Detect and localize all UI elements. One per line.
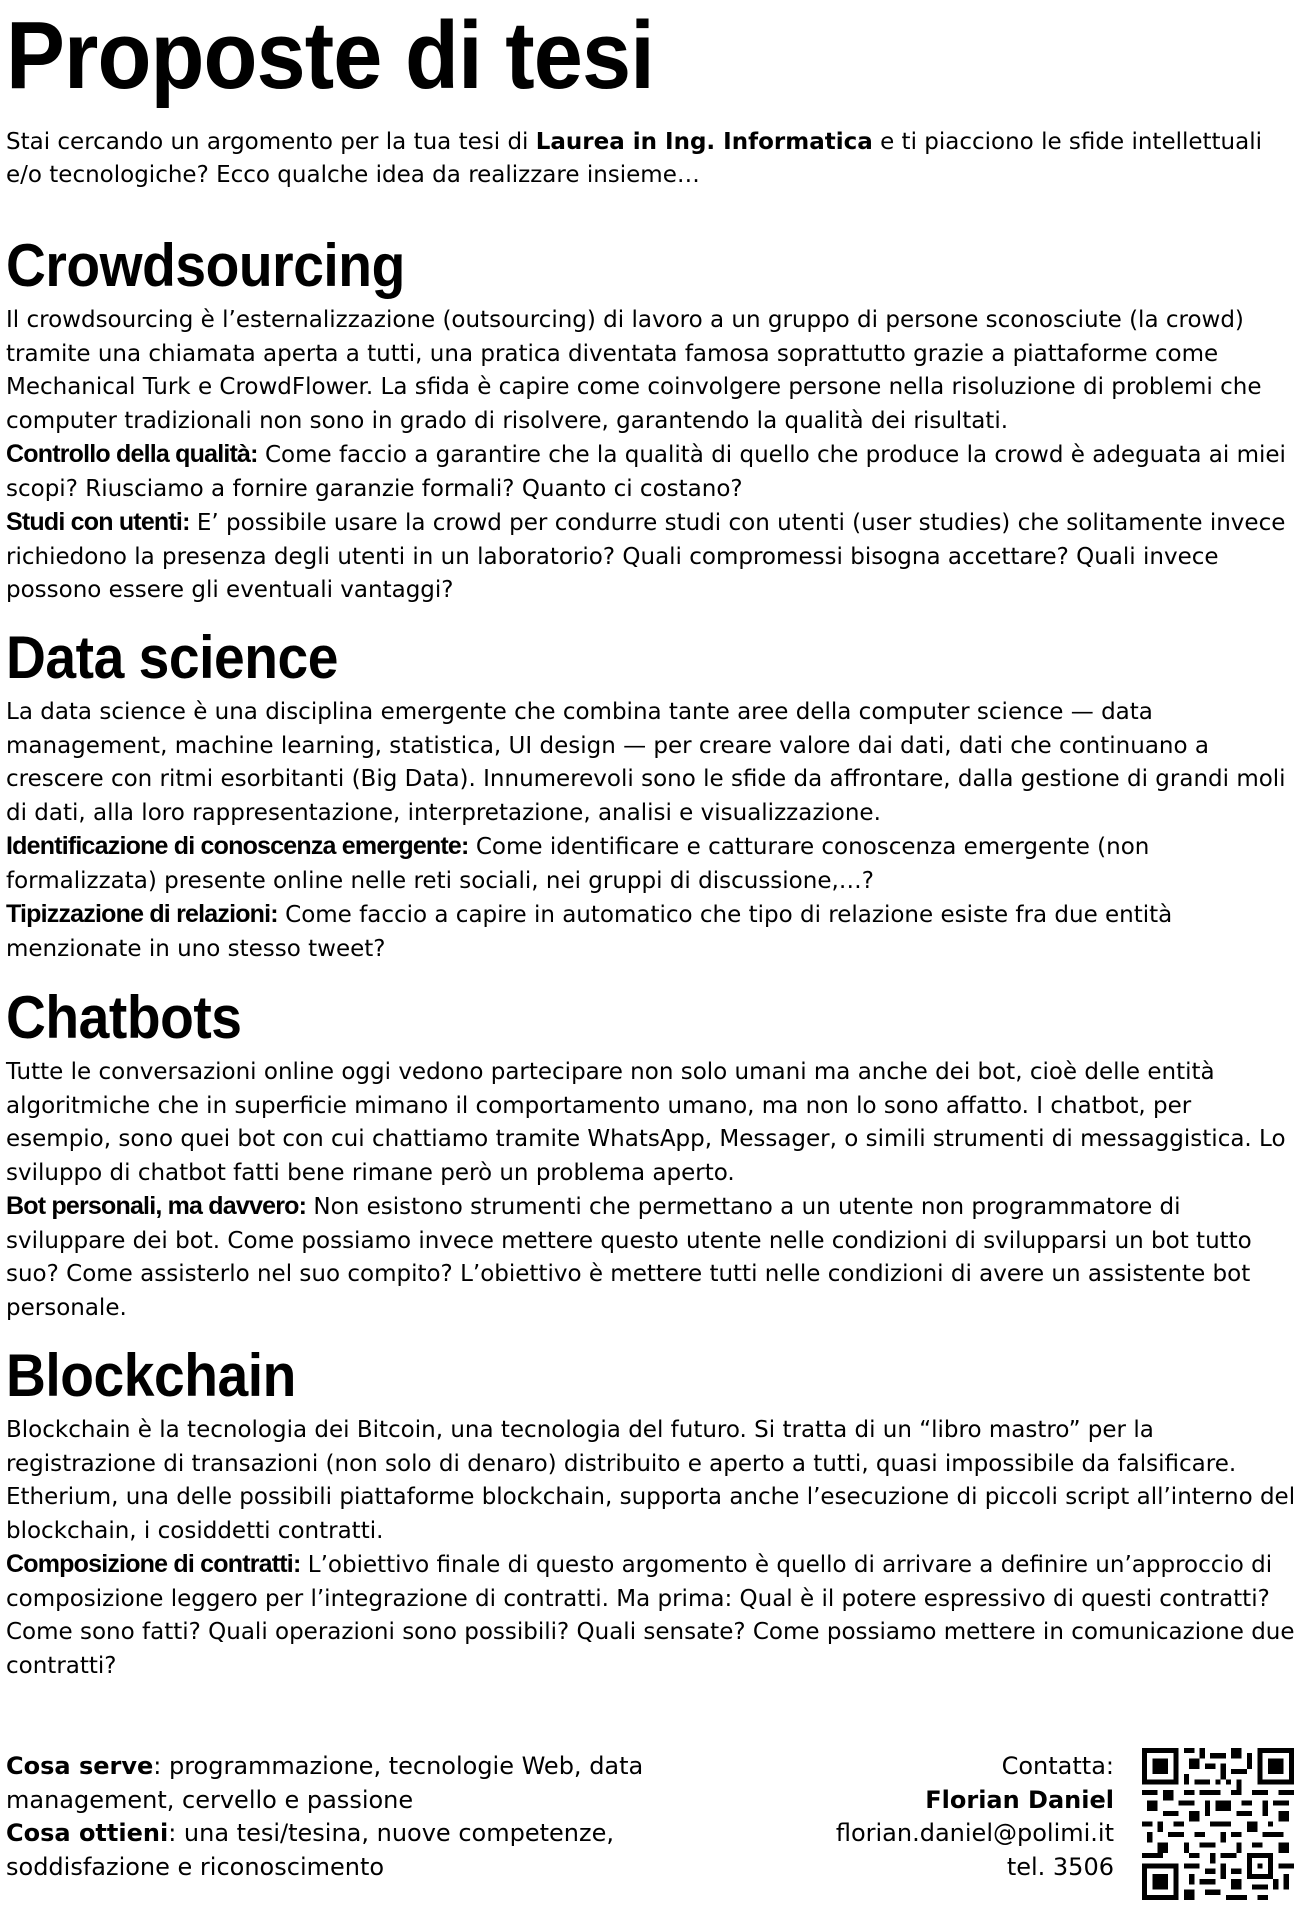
section-lead: La data science è una disciplina emergente che combina tante aree della computer science — data management, machine learning, statistica, UI design — per creare valore dai dati, dati che continuano a crescere con ritmi esorbitanti (Big Data). Innumerevoli sono le sfide da affrontare, dalla gestione di grandi moli di dati, alla loro rappresentazione, interpretazione, analisi e visualizzazione. — [6, 699, 1286, 826]
topic-label: Controllo della qualità: — [6, 440, 258, 468]
contact-phone: tel. 3506 — [1006, 1852, 1114, 1881]
contact-name: Florian Daniel — [925, 1785, 1114, 1814]
topic-label: Composizione di contratti: — [6, 1550, 301, 1578]
topic-label: Identificazione di conoscenza emergente: — [6, 832, 469, 860]
topic-text: L’obiettivo finale di questo argomento è quello di arrivare a definire un’approccio di composizione leggero per l’integrazione di contratti. Ma prima: Qual è il potere espressivo di questi contratti? Come sono fatti? Quali operazioni sono possibili? Quali sensate? Come possiamo mettere in comunicazione due contratti? — [6, 1552, 1295, 1679]
topic-emergent-knowledge — [6, 830, 1296, 898]
contact-email[interactable]: florian.daniel@polimi.it — [835, 1819, 1114, 1847]
contact-block — [836, 1750, 1114, 1884]
section-crowdsourcing — [6, 232, 1300, 608]
topic-user-studies — [6, 506, 1296, 608]
topic-text: Come faccio a capire in automatico che tipo di relazione esiste fra due entità menzionate in uno stesso tweet? — [6, 902, 1173, 962]
section-heading: Crowdsourcing — [6, 232, 405, 299]
topic-label: Bot personali, ma davvero: — [6, 1192, 307, 1220]
page — [6, 0, 1300, 192]
topic-quality-control — [6, 438, 1296, 506]
qr-code-icon[interactable] — [1142, 1748, 1294, 1900]
footer — [6, 1748, 1300, 1898]
contact-label: Contatta: — [1001, 1752, 1114, 1780]
topic-text: E’ possibile usare la crowd per condurre studi con utenti (user studies) che solitamente invece richiedono la presenza degli utenti in un laboratorio? Quali compromessi bisogna accettare? Quali invece possono essere gli eventuali vantaggi? — [6, 510, 1286, 603]
needs-line: Cosa serve: programmazione, tecnologie Web, data management, cervello e passione — [6, 1752, 644, 1814]
requirements-block — [6, 1750, 646, 1884]
topic-text: Non esistono strumenti che permettano a un utente non programmatore di sviluppare dei bot. Come possiamo invece mettere questo utente nelle condizioni di svilupparsi un bot tutto suo? Come assisterlo nel suo compito? L’obiettivo è mettere tutti nelle condizioni di avere un assistente bot personale. — [6, 1194, 1252, 1321]
topic-text: Come identificare e catturare conoscenza emergente (non formalizzata) presente online nelle reti sociali, nei gruppi di discussione,…? — [6, 834, 1150, 894]
intro-degree: Laurea in Ing. Informatica — [535, 129, 873, 155]
section-lead: Blockchain è la tecnologia dei Bitcoin, una tecnologia del futuro. Si tratta di un “libro mastro” per la registrazione di transazioni (non solo di denaro) distribuito e aperto a tutti, quasi impossibile da falsificare. Etherium, una delle possibili piattaforme blockchain, supporta anche l’esecuzione di piccoli script all’interno del blockchain, i cosiddetti contratti. — [6, 1417, 1296, 1544]
topic-text: Come faccio a garantire che la qualità di quello che produce la crowd è adeguata ai miei scopi? Riusciamo a fornire garanzie formali? Quanto ci costano? — [6, 442, 1286, 502]
topic-relation-typing — [6, 898, 1296, 966]
section-heading: Chatbots — [6, 984, 242, 1051]
page-title: Proposte di tesi — [6, 2, 654, 109]
section-lead: Tutte le conversazioni online oggi vedono partecipare non solo umani ma anche dei bot, cioè delle entità algoritmiche che in superficie mimano il comportamento umano, ma non lo sono affatto. I chatbot, per esempio, sono quei bot con cui chattiamo tramite WhatsApp, Messager, o simili strumenti di messaggistica. Lo sviluppo di chatbot fatti bene rimane però un problema aperto. — [6, 1059, 1286, 1186]
section-blockchain — [6, 1342, 1300, 1683]
topic-personal-bots — [6, 1190, 1296, 1325]
section-heading: Blockchain — [6, 1342, 296, 1409]
section-lead: Il crowdsourcing è l’esternalizzazione (outsourcing) di lavoro a un gruppo di persone sconosciute (la crowd) tramite una chiamata aperta a tutti, una pratica diventata famosa soprattutto grazie a piattaforme come Mechanical Turk e CrowdFlower. La sfida è capire come coinvolgere persone nella risoluzione di problemi che computer tradizionali non sono in grado di risolvere, garantendo la qualità dei risultati. — [6, 307, 1262, 434]
gains-line: Cosa ottieni: una tesi/tesina, nuove competenze, soddisfazione e riconoscimento — [6, 1819, 614, 1881]
section-heading: Data science — [6, 624, 339, 691]
topic-label: Studi con utenti: — [6, 508, 190, 536]
topic-contract-composition — [6, 1548, 1296, 1683]
intro-paragraph: Stai cercando un argomento per la tua tesi di Laurea in Ing. Informatica e ti piacciono le sfide intellettuali e/o tecnologiche? Ecco qualche idea da realizzare insieme… — [6, 129, 1263, 188]
section-chatbots — [6, 984, 1300, 1325]
topic-label: Tipizzazione di relazioni: — [6, 900, 278, 928]
section-data-science — [6, 624, 1300, 966]
